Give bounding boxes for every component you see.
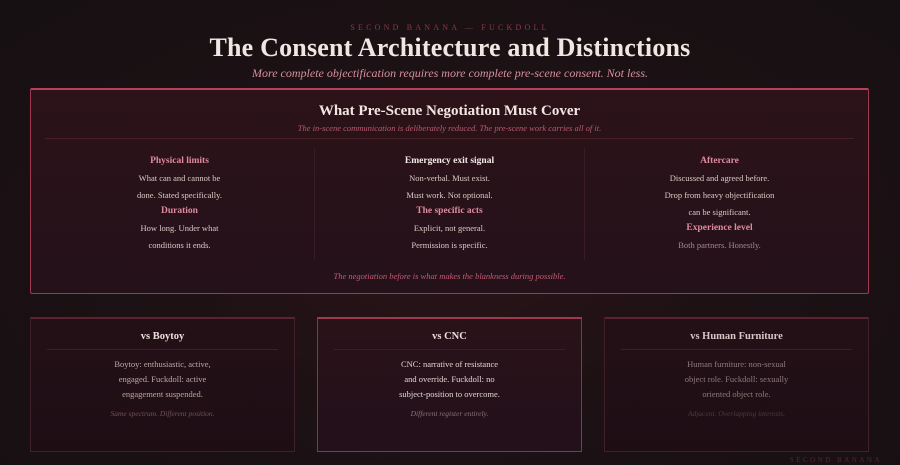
comparison-body [358, 357, 541, 402]
negotiation-column-2 [314, 148, 584, 260]
negotiation-column-3 [584, 148, 854, 260]
comparison-note: Adjacent. Overlapping interests. [687, 409, 786, 418]
topic-line: can be significant. [688, 207, 751, 217]
topic-line: Permission is specific. [411, 240, 488, 250]
topic-line: Explicit, not general. [413, 223, 486, 233]
comparison-line: Human furniture: non-sexual [687, 359, 786, 369]
divider [621, 349, 852, 350]
topic-line: How long. Under what [140, 223, 219, 233]
page-title: The Consent Architecture and Distinctions [209, 33, 691, 62]
comparison-card-human-furniture [604, 317, 869, 452]
comparison-line: object role. Fuckdoll: sexually [684, 374, 789, 384]
page-subtitle: More complete objectification requires more complete pre-scene consent. Not less. [252, 66, 648, 80]
topic-heading: The specific acts [416, 206, 483, 216]
topic-line: What can and cannot be [138, 173, 221, 183]
comparison-note: Different register entirely. [410, 409, 489, 418]
negotiation-panel [30, 88, 869, 294]
page-kicker: SECOND BANANA — FUCKDOLL [350, 23, 550, 32]
topic-heading: Physical limits [150, 156, 209, 166]
negotiation-title: What Pre-Scene Negotiation Must Cover [318, 103, 581, 119]
topic-text [315, 220, 584, 254]
topic-text [585, 237, 854, 254]
topic-heading: Aftercare [700, 156, 739, 166]
comparison-line: Boytoy: enthusiastic, active, [114, 359, 211, 369]
topic-line: Drop from heavy objectification [664, 190, 775, 200]
topic-heading: Emergency exit signal [404, 156, 495, 166]
comparison-line: oriented object role. [702, 389, 771, 399]
comparison-title: vs CNC [432, 331, 467, 342]
divider [45, 138, 854, 139]
topic-text [45, 220, 314, 254]
topic-line: conditions it ends. [148, 240, 211, 250]
negotiation-columns [45, 148, 854, 260]
footer-watermark: SECOND BANANA [789, 456, 882, 464]
comparison-body [645, 357, 828, 402]
topic-line: Non-verbal. Must exist. [409, 173, 490, 183]
divider [47, 349, 278, 350]
comparison-body [71, 357, 254, 402]
comparison-line: engagement suspended. [122, 389, 203, 399]
comparison-card-cnc [317, 317, 582, 452]
negotiation-column-1 [45, 148, 314, 260]
topic-line: Discussed and agreed before. [669, 173, 770, 183]
negotiation-subtitle: The in-scene communication is deliberately reduced. The pre-scene work carries all of it. [297, 123, 602, 133]
topic-text [45, 170, 314, 204]
comparison-title: vs Boytoy [140, 331, 185, 342]
topic-line: done. Stated specifically. [137, 190, 222, 200]
comparison-title: vs Human Furniture [690, 331, 783, 342]
divider [334, 349, 565, 350]
topic-line: Both partners. Honestly. [678, 240, 761, 250]
topic-line: Must work. Not optional. [406, 190, 493, 200]
comparison-card-boytoy [30, 317, 295, 452]
topic-heading: Duration [161, 206, 198, 216]
topic-text [315, 170, 584, 204]
comparison-line: subject-position to overcome. [399, 389, 500, 399]
topic-heading: Experience level [686, 223, 753, 233]
negotiation-footer: The negotiation before is what makes the blankness during possible. [333, 271, 566, 281]
comparison-line: and override. Fuckdoll: no [404, 374, 495, 384]
comparison-note: Same spectrum. Different position. [110, 409, 215, 418]
comparison-line: CNC: narrative of resistance [400, 359, 498, 369]
topic-text [585, 170, 854, 221]
comparison-line: engaged. Fuckdoll: active [118, 374, 207, 384]
